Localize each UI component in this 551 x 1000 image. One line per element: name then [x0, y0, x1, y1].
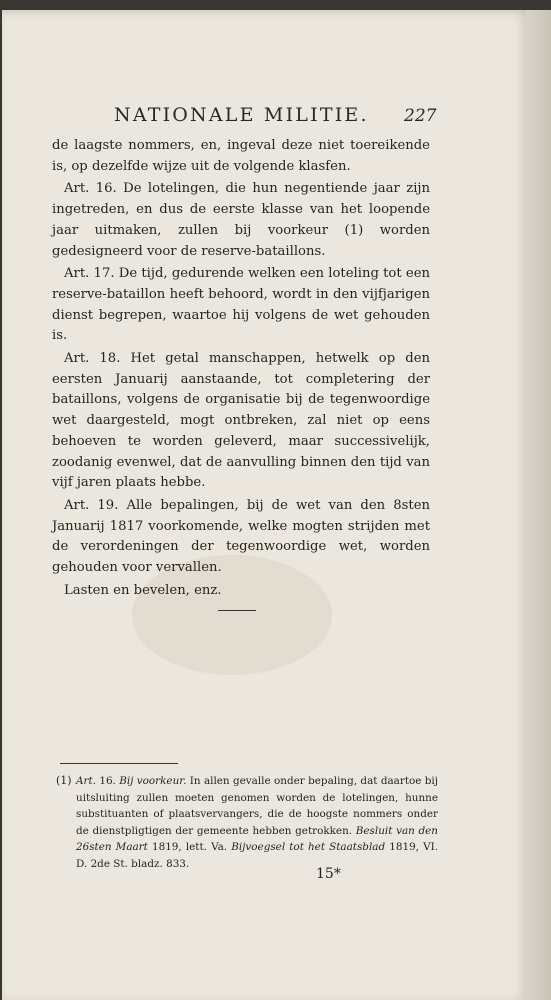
page-number: 227 [404, 106, 437, 126]
footnote-text-b: 1819, lett. Va. [147, 841, 232, 854]
footnote-text-c: 1819, VI. D. 2de St. bladz. 833. [76, 841, 439, 870]
footnote-text-a: In allen gevalle onder bepaling, dat daartoe bij uitsluiting zullen moeten genomen worden de lotelingen, hunne substituanten of plaatsvervangers, die de hoogste nommers onder de dienstpligtigen der gemeente hebben getrokken. [76, 775, 438, 837]
signature-mark: 15* [316, 866, 341, 882]
footnote-ref-bijvoegsel: Bijvoegsel tot het Staatsblad [231, 841, 386, 854]
paragraph-art-19: Art. 19. Alle bepalingen, bij de wet van den 8sten Januarij 1817 voorkomende, welke mogten strijden met de verordeningen der tegenwoordige wet, worden gehouden voor vervallen. [52, 497, 430, 576]
section-end-rule [218, 610, 256, 611]
running-title: NATIONALE MILITIE. [114, 104, 369, 126]
footnote-ref-num: 16. [99, 775, 116, 787]
footnote-rule [60, 763, 178, 764]
paragraph-art-16: Art. 16. De lotelingen, die hun negentiende jaar zijn ingetreden, en dus de eerste klasse van het loopende jaar uitmaken, zullen bij voorkeur (1) worden gedesigneerd voor de reserve-bataillons. [52, 181, 430, 259]
footnote-text [76, 773, 438, 873]
page-header [52, 102, 437, 132]
footnote-ref-besluit: Besluit van den 26sten Maart [76, 824, 438, 854]
closing-formula: Lasten en bevelen, enz. [64, 582, 222, 598]
footnote-marker: (1) [56, 774, 72, 787]
footnote-ref-term: Bij voorkeur. [119, 775, 187, 787]
paragraph-art-18: Art. 18. Het getal manschappen, hetwelk op den eersten Januarij aanstaande, tot completering der bataillons, volgens de organisatie bij de tegenwoordige wet daargesteld, mogt ontbreken, zal niet op eens behoeven te worden geleverd, maar successivelijk, zoodanig evenwel, dat de aanvulling binnen den tijd van vijf jaren plaats hebbe. [52, 351, 430, 491]
main-text [52, 136, 430, 603]
page-edge [526, 10, 551, 1000]
paragraph: de laagste nommers, en, ingeval deze niet toereikende is, op dezelfde wijze uit de volgende klasfen. [52, 138, 430, 174]
paragraph-art-17: Art. 17. De tijd, gedurende welken een loteling tot een reserve-bataillon heeft behoord, wordt in den vijfjarigen dienst begrepen, waartoe hij volgens de wet gehouden is. [52, 266, 430, 344]
footnote-ref-art: Art. [76, 775, 96, 787]
footnote [56, 773, 438, 873]
